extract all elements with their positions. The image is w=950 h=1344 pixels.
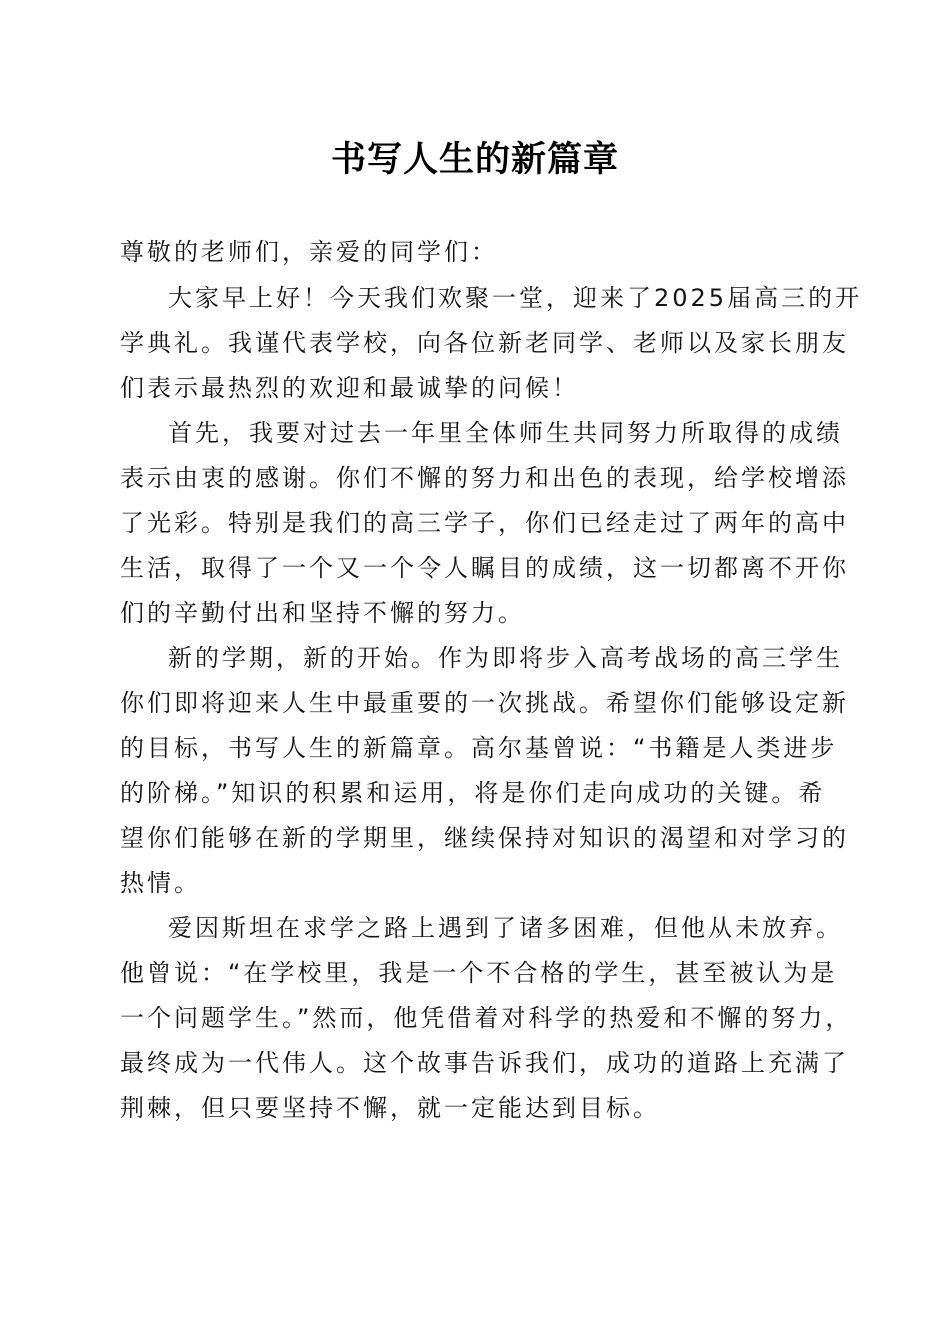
- paragraph-line: 学典礼。我谨代表学校，向各位新老同学、老师以及家长朋友: [120, 329, 849, 357]
- paragraph-line: 荆棘，但只要坚持不懈，就一定能达到目标。: [120, 1094, 660, 1122]
- paragraph-line: 表示由衷的感谢。你们不懈的努力和出色的表现，给学校增添: [120, 464, 849, 492]
- paragraph-line: 热情。: [120, 869, 201, 897]
- paragraph-line: 爱因斯坦在求学之路上遇到了诸多困难，但他从未放弃。: [168, 914, 843, 942]
- paragraph-line: 生活，取得了一个又一个令人瞩目的成绩，这一切都离不开你: [120, 554, 849, 582]
- paragraph-line: 了光彩。特别是我们的高三学子，你们已经走过了两年的高中: [120, 509, 849, 537]
- paragraph-line: 首先，我要对过去一年里全体师生共同努力所取得的成绩: [168, 419, 843, 447]
- paragraph-line: 新的学期，新的开始。作为即将步入高考战场的高三学生: [168, 644, 843, 672]
- paragraph-line: 一个问题学生。”然而，他凭借着对科学的热爱和不懈的努力，: [120, 1004, 853, 1032]
- paragraph-line: 们表示最热烈的欢迎和最诚挚的问候！: [120, 374, 579, 402]
- paragraph-line: 望你们能够在新的学期里，继续保持对知识的渴望和对学习的: [120, 824, 849, 852]
- paragraph-line: 的目标，书写人生的新篇章。高尔基曾说：“书籍是人类进步: [120, 734, 838, 762]
- paragraph-line: 们的辛勤付出和坚持不懈的努力。: [120, 599, 525, 627]
- paragraph-line: 大家早上好！今天我们欢聚一堂，迎来了2025届高三的开: [168, 284, 863, 312]
- paragraph-line: 最终成为一代伟人。这个故事告诉我们，成功的道路上充满了: [120, 1049, 849, 1077]
- paragraph-line: 他曾说：“在学校里，我是一个不合格的学生，甚至被认为是: [120, 959, 838, 987]
- paragraph-line: 的阶梯。”知识的积累和运用，将是你们走向成功的关键。希: [120, 779, 826, 807]
- paragraph-line: 你们即将迎来人生中最重要的一次挑战。希望你们能够设定新: [120, 689, 849, 717]
- salutation-line: 尊敬的老师们，亲爱的同学们：: [120, 238, 498, 266]
- document-title: 书写人生的新篇章: [330, 139, 619, 180]
